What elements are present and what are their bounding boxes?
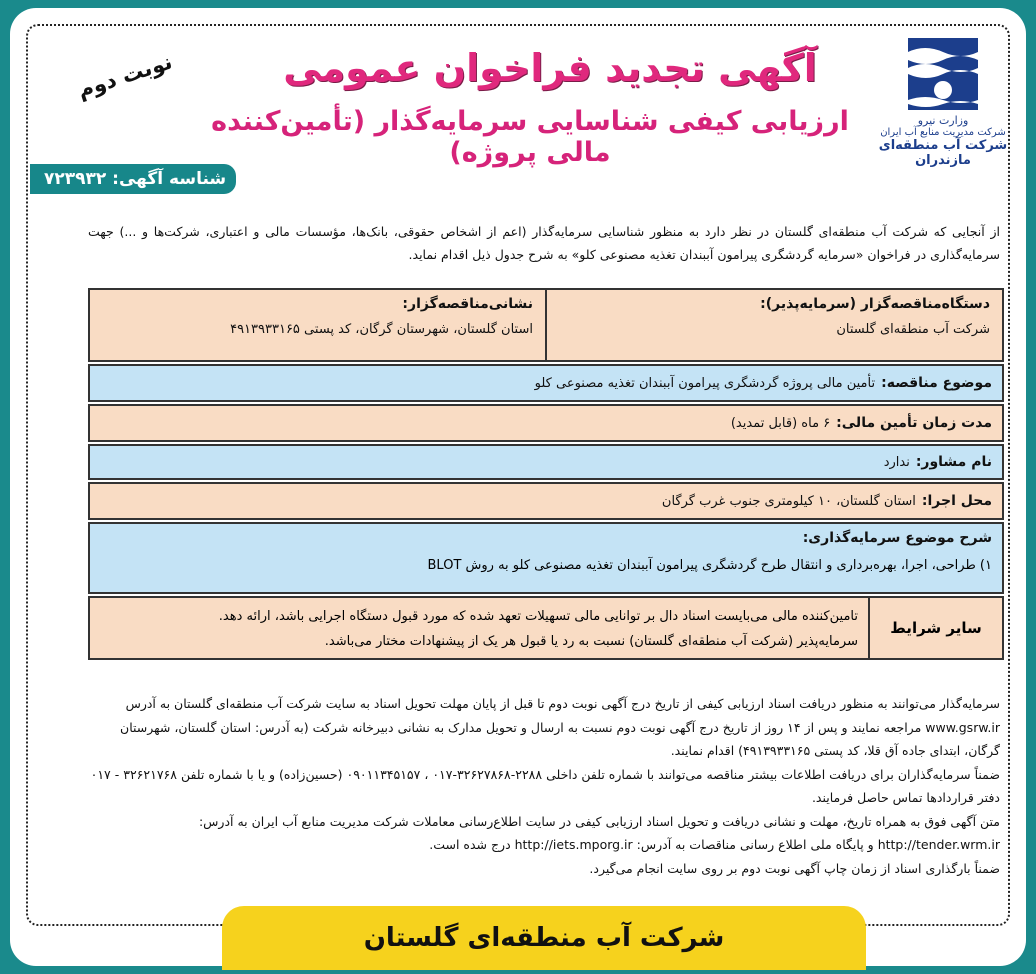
intro-paragraph: از آنجایی که شرکت آب منطقه‌ای گلستان در نظر دارد به منظور شناسایی سرمایه‌گذار (اعم از اشخاص حقوقی، بانک‌ها، مؤسسات مالی و اعتباری، شرکت‌ها و ...) جهت سرمایه‌گذاری در فراخوان «سرمایه گردشگری پیرامون آببندان تغذیه مصنوعی کلو» به شرح جدول ذیل اقدام نماید. [88,224,1000,262]
address-value: استان گلستان، شهرستان گرگان، کد پستی ۴۹۱۳۹۳۳۱۶۵ [230,322,533,337]
location-label: محل اجرا: [921,493,992,509]
consultant-value: ندارد [883,454,910,470]
table-row-description [88,522,1004,594]
page-title: آگهی تجدید فراخوان عمومی [283,46,817,90]
table-row-location [88,482,1004,520]
organizer-cell [547,290,1002,360]
water-logo-icon [908,38,978,110]
duration-value: ۶ ماه (قابل تمدید) [730,415,831,431]
subject-label: موضوع مناقصه: [881,375,992,391]
description-label: شرح موضوع سرمایه‌گذاری: [802,530,992,546]
table-row-organizer [88,288,1004,362]
table-row-duration [88,404,1004,442]
round-label: نوبت دوم [74,49,176,103]
table-row-consultant [88,444,1004,480]
organizer-value: شرکت آب منطقه‌ای گلستان [836,322,990,337]
logo-company-text: شرکت مدیریت منابع آب ایران [880,127,1006,138]
body-text [88,692,1000,880]
page-subtitle: ارزیابی کیفی شناسایی سرمایه‌گذار (تأمین‌کننده مالی پروژه) [211,106,849,168]
body-paragraph-contact: ضمناً سرمایه‌گذاران برای دریافت اطلاعات بیشتر مناقصه می‌توانند با شماره تلفن داخلی ۲۲۸۸-۳۲۶۲۷۸۶۸-۰۱۷ ، ۰۹۰۱۱۳۴۵۱۵۷ (حسین‌زاده) و یا با شماره تلفن ۳۲۶۲۱۷۶۸ - ۰۱۷ دفتر قراردادها تماس حاصل فرمایند. [90,766,1000,805]
table-row-other-conditions [88,596,1004,660]
ad-id-badge: شناسه آگهی: ۷۲۳۹۳۲ [30,164,236,194]
body-paragraph-documents: سرمایه‌گذار می‌توانند به منظور دریافت اسناد ارزیابی کیفی از تاریخ درج آگهی نوبت دوم تا قبل از پایان مهلت تحویل اسناد به سایت شرکت آب منطقه‌ای گلستان به آدرس www.gsrw.ir مراجعه نمایند و پس از ۱۴ روز از تاریخ درج آگهی نوبت دوم نسبت به ارسال و تحویل مدارک به نشانی دبیرخانه شرکت (به آدرس: استان گلستان، شهرستان گرگان، ابتدای جاده آق قلا، کد پستی ۴۹۱۳۹۳۳۱۶۵) اقدام نمایند. [120,696,1000,758]
description-value: ۱) طراحی، اجرا، بهره‌برداری و انتقال طرح گردشگری پیرامون آببندان تغذیه مصنوعی کلو به روش BLOT [427,558,992,573]
other-conditions-label: سایر شرایط [868,598,1002,658]
ministry-logo [878,38,1008,168]
other-conditions-text [90,598,868,658]
other-condition-2: سرمایه‌پذیر (شرکت آب منطقه‌ای گلستان) نسبت به رد یا قبول هر یک از پیشنهادات مختار می‌باشد. [324,634,858,649]
location-value: استان گلستان، ۱۰ کیلومتری جنوب غرب گرگان [661,493,916,509]
duration-label: مدت زمان تأمین مالی: [836,415,992,431]
consultant-label: نام مشاور: [915,454,992,470]
address-cell [90,290,547,360]
table-row-subject [88,364,1004,402]
footer-company-banner: شرکت آب منطقه‌ای گلستان [222,906,866,970]
other-condition-1: تامین‌کننده مالی می‌بایست اسناد دال بر توانایی مالی تسهیلات تعهد شده که مورد قبول دستگاه اجرایی باشد، ارائه دهد. [218,609,858,624]
organizer-label: دستگاه‌مناقصه‌گزار (سرمایه‌پذیر): [760,296,990,312]
body-paragraph-upload: ضمناً بارگذاری اسناد از زمان چاپ آگهی نوبت دوم بر روی سایت انجام می‌گیرد. [589,860,1000,876]
body-paragraph-websites: متن آگهی فوق به همراه تاریخ، مهلت و نشانی دریافت و تحویل اسناد ارزیابی کیفی در سایت اطلاع‌رسانی معاملات شرکت مدیریت منابع آب ایران به آدرس: http://tender.wrm.ir و پایگاه ملی اطلاع رسانی مناقصات به آدرس: http://iets.mporg.ir درج شده است. [198,813,1000,852]
advertisement-page [10,8,1026,966]
subject-value: تأمین مالی پروژه گردشگری پیرامون آببندان تغذیه مصنوعی کلو [534,375,876,391]
logo-regional-text: شرکت آب منطقه‌ای مازندران [878,138,1008,168]
address-label: نشانی‌مناقصه‌گزار: [402,296,533,312]
logo-ministry-text: وزارت نیرو [917,114,969,127]
